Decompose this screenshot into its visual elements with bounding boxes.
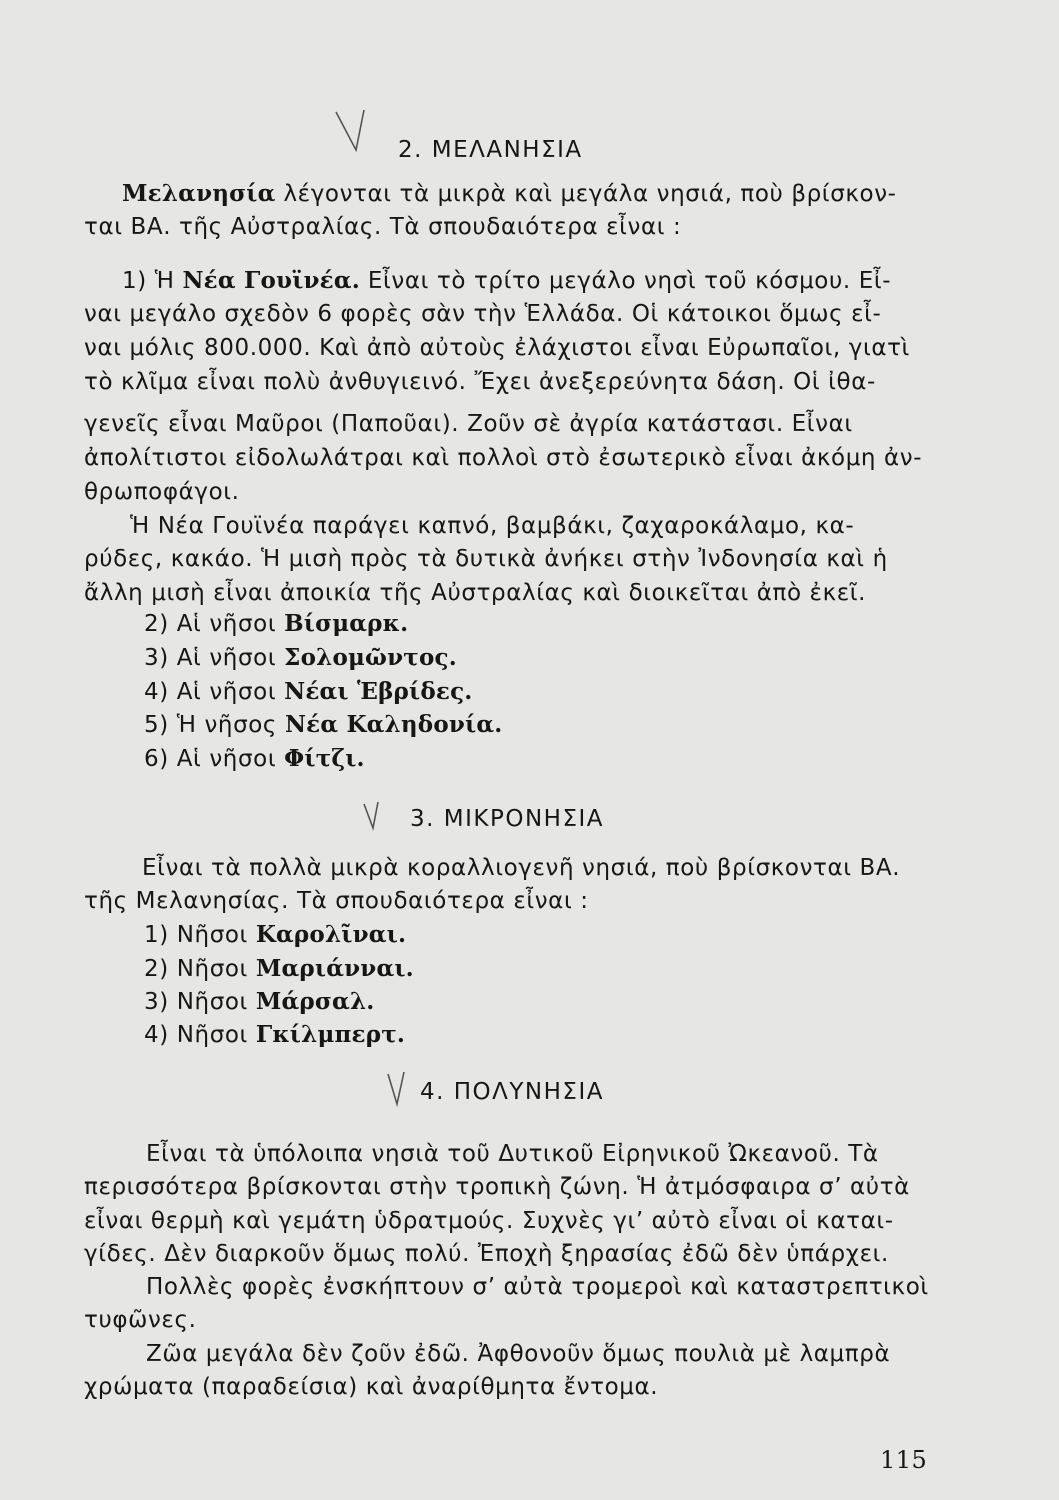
term-bold: Φίτζι. bbox=[284, 745, 365, 772]
list-item bbox=[144, 711, 502, 739]
term-bold: Μελανησία bbox=[122, 180, 276, 207]
text-span: Εἶναι τὸ τρίτο μεγάλο νησὶ τοῦ κόσμου. Εἶ- bbox=[359, 268, 892, 294]
check-mark-icon bbox=[362, 800, 384, 832]
list-item bbox=[144, 610, 408, 638]
paragraph-line: Ἡ Νέα Γουϊνέα παράγει καπνό, βαμβάκι, ζαχαροκάλαμο, κα- bbox=[130, 513, 855, 539]
paragraph-line: γίδες. Δὲν διαρκοῦν ὅμως πολύ. Ἐποχὴ ξηρασίας ἐδῶ δὲν ὑπάρχει. bbox=[84, 1241, 889, 1267]
list-item bbox=[144, 644, 457, 672]
section-heading: 3. ΜΙΚΡΟΝΗΣΙΑ bbox=[410, 806, 604, 832]
text-span: 6) Αἱ νῆσοι bbox=[144, 746, 285, 772]
term-bold: Νέα Γουϊνέα. bbox=[182, 267, 360, 294]
term-bold: Σολομῶντος. bbox=[284, 644, 457, 671]
term-bold: Βίσμαρκ. bbox=[284, 610, 409, 637]
term-bold: Μάρσαλ. bbox=[255, 988, 375, 1015]
section-heading: 4. ΠΟΛΥΝΗΣΙΑ bbox=[420, 1079, 604, 1105]
text-span: 2) Αἱ νῆσοι bbox=[144, 611, 285, 637]
text-span: 4) Νῆσοι bbox=[144, 1022, 256, 1048]
check-mark-icon bbox=[334, 108, 374, 154]
list-item bbox=[144, 745, 365, 773]
paragraph-line: τὸ κλῖμα εἶναι πολὺ ἀνθυγιεινό. Ἔχει ἀνεξερεύνητα δάση. Οἱ ἰθα- bbox=[84, 369, 876, 395]
text-span: 3) Νῆσοι bbox=[144, 989, 256, 1015]
paragraph-line bbox=[122, 180, 897, 208]
text-span: 2) Νῆσοι bbox=[144, 956, 256, 982]
term-bold: Γκίλμπερτ. bbox=[255, 1021, 406, 1048]
paragraph-line: Πολλὲς φορὲς ἐνσκήπτουν σ’ αὐτὰ τρομεροὶ καὶ καταστρεπτικοὶ bbox=[146, 1274, 929, 1300]
text-span: 4) Αἱ νῆσοι bbox=[144, 679, 285, 705]
text-span: 5) Ἡ νῆσος bbox=[144, 712, 285, 738]
paragraph-line: ἀπολίτιστοι εἰδολωλάτραι καὶ πολλοὶ στὸ ἐσωτερικὸ εἶναι ἀκόμη ἀν- bbox=[84, 445, 923, 471]
paragraph-line: Εἶναι τὰ ὑπόλοιπα νησιὰ τοῦ Δυτικοῦ Εἰρηνικοῦ Ὠκεανοῦ. Τὰ bbox=[146, 1141, 879, 1167]
paragraph-line: τῆς Μελανησίας. Τὰ σπουδαιότερα εἶναι : bbox=[84, 888, 589, 914]
section-heading: 2. ΜΕΛΑΝΗΣΙΑ bbox=[398, 137, 583, 163]
paragraph-line: ναι μεγάλο σχεδὸν 6 φορὲς σὰν τὴν Ἑλλάδα. Οἱ κάτοικοι ὅμως εἶ- bbox=[84, 301, 882, 327]
paragraph-line: τυφῶνες. bbox=[84, 1307, 197, 1333]
page-number: 115 bbox=[880, 1446, 928, 1474]
paragraph-line: Εἶναι τὰ πολλὰ μικρὰ κοραλλιογενῆ νησιά, ποὺ βρίσκονται ΒΑ. bbox=[142, 855, 901, 881]
text-span: 3) Αἱ νῆσοι bbox=[144, 645, 285, 671]
paragraph-line: ρύδες, κακάο. Ἡ μισὴ πρὸς τὰ δυτικὰ ἀνήκει στὴν Ἰνδονησία καὶ ἡ bbox=[84, 546, 888, 572]
paragraph-line: θρωποφάγοι. bbox=[84, 479, 240, 505]
term-bold: Καρολῖναι. bbox=[255, 921, 407, 948]
text-span: 1) Ἡ bbox=[122, 268, 183, 294]
paragraph-line: ται ΒΑ. τῆς Αὐστραλίας. Τὰ σπουδαιότερα εἶναι : bbox=[84, 214, 682, 240]
paragraph-line: ναι μόλις 800.000. Καὶ ἀπὸ αὐτοὺς ἐλάχιστοι εἶναι Εὐρωπαῖοι, γιατὶ bbox=[84, 335, 910, 361]
text-span: λέγονται τὰ μικρὰ καὶ μεγάλα νησιά, ποὺ βρίσκον- bbox=[275, 181, 897, 207]
term-bold: Νέαι Ἑβρίδες. bbox=[284, 678, 473, 705]
term-bold: Μαριάνναι. bbox=[255, 955, 414, 982]
paragraph-line: περισσότερα βρίσκονται στὴν τροπικὴ ζώνη. Ἡ ἀτμόσφαιρα σ’ αὐτὰ bbox=[84, 1174, 910, 1200]
paragraph-line: Ζῶα μεγάλα δὲν ζοῦν ἐδῶ. Ἀφθονοῦν ὅμως πουλιὰ μὲ λαμπρὰ bbox=[146, 1341, 891, 1367]
check-mark-icon bbox=[386, 1070, 408, 1108]
paragraph-line: εἶναι θερμὴ καὶ γεμάτη ὑδρατμούς. Συχνὲς γι’ αὐτὸ εἶναι οἱ καται- bbox=[84, 1208, 894, 1234]
paragraph-line: χρώματα (παραδείσια) καὶ ἀναρίθμητα ἔντομα. bbox=[84, 1374, 659, 1400]
paragraph-line: γενεῖς εἶναι Μαῦροι (Παποῦαι). Ζοῦν σὲ ἀγρία κατάστασι. Εἶναι bbox=[84, 411, 853, 437]
list-item bbox=[144, 921, 406, 949]
paragraph-line bbox=[122, 267, 891, 295]
list-item bbox=[144, 678, 473, 706]
paragraph-line: ἄλλη μισὴ εἶναι ἀποικία τῆς Αὐστραλίας καὶ διοικεῖται ἀπὸ ἐκεῖ. bbox=[84, 580, 867, 606]
list-item bbox=[144, 988, 375, 1016]
term-bold: Νέα Καληδονία. bbox=[284, 711, 503, 738]
list-item bbox=[144, 1021, 405, 1049]
text-span: 1) Νῆσοι bbox=[144, 922, 256, 948]
list-item bbox=[144, 955, 414, 983]
